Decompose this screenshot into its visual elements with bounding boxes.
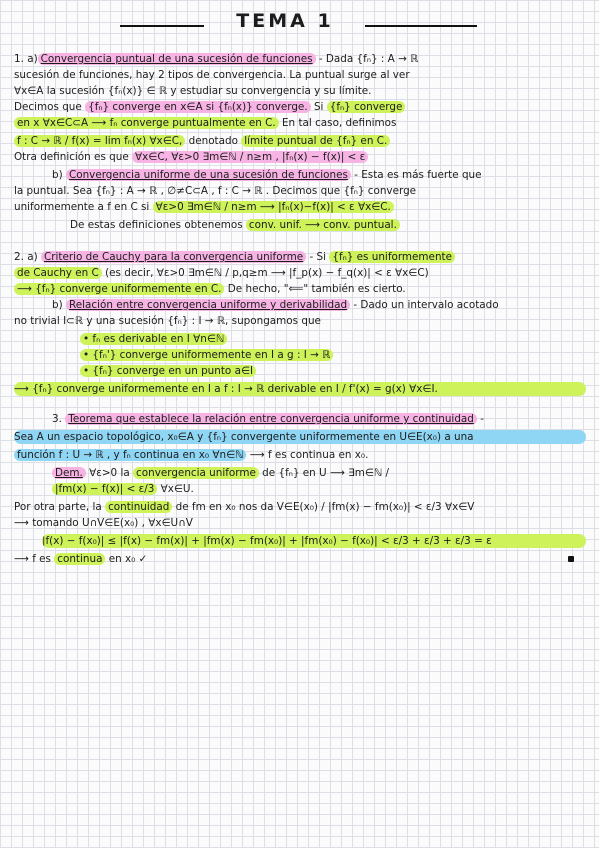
s2-line-2 [14, 266, 586, 280]
s3-text: de {fₙ} en U ⟶ ∃m∈ℕ / [258, 467, 390, 479]
s1-line-1 [14, 52, 586, 66]
s3-line-3 [14, 448, 586, 462]
s3-text: ⟶ f es continua en x₀. [246, 449, 369, 461]
s1-text: uniformemente a f en C si [14, 201, 150, 213]
s1-limit-def: f : C → ℝ / f(x) = lim fₙ(x) ∀x∈C, [14, 135, 185, 147]
s1-line-3: ∀x∈A la sucesión {fₙ(x)} ∈ ℝ y estudiar su convergencia y su límite. [14, 85, 372, 97]
s1-label-b: b) [52, 169, 63, 181]
s1-label: 1. a) [14, 53, 38, 65]
s3-highlight-green: continuidad [105, 501, 172, 513]
s2-bullet-2 [80, 348, 586, 362]
s3-text: ⟶ f es [14, 553, 51, 565]
s2-highlight-green: ⟶ {fₙ} converge uniformemente en C. [14, 283, 224, 295]
s1-line-5 [14, 116, 586, 130]
s3-line-2: Sea A un espacio topológico, x₀∈A y {fₙ} convergente uniformemente en U∈E(x₀) a una [14, 430, 586, 444]
s3-proof-label: Dem. [52, 467, 86, 479]
s3-label: 3. [52, 413, 62, 425]
s2-highlight-green: • {fₙ} converge en un punto a∈I [80, 365, 256, 377]
s3-highlight-green: continua [54, 553, 105, 565]
s1-line-8 [52, 168, 586, 182]
s1-line-2: sucesión de funciones, hay 2 tipos de convergencia. La puntual surge al ver [14, 69, 410, 81]
s1-text: Decimos que [14, 101, 82, 113]
s3-text: Por otra parte, la [14, 501, 102, 513]
s2-line-3 [14, 282, 586, 296]
s1-text: denotado [185, 135, 238, 147]
s1-text: En tal caso, definimos [278, 117, 397, 129]
title-rule-left [120, 25, 204, 27]
s2-text: - Si [306, 251, 327, 263]
s3-line-1 [52, 412, 586, 426]
s2-line-5: no trivial I⊂ℝ y una sucesión {fₙ} : I → ℝ, supongamos que [14, 315, 321, 327]
s2-bullet-1 [80, 332, 586, 346]
s1-highlight-pink: {fₙ} converge en x∈A si {fₙ(x)} converge. [85, 101, 311, 113]
s2-line-1 [14, 250, 586, 264]
s1-line-6 [14, 134, 586, 148]
s1-text: De estas definiciones obtenemos [70, 219, 243, 231]
s2-label: 2. a) [14, 251, 38, 263]
s3-line-6 [14, 500, 586, 514]
s1-heading: Convergencia puntual de una sucesión de funciones [38, 53, 316, 65]
s3-text: - [476, 413, 484, 425]
s1-text: - Esta es más fuerte que [350, 169, 482, 181]
s1-text: Si [310, 101, 324, 113]
s2-subheading: Relación entre convergencia uniforme y derivabilidad [66, 299, 350, 311]
s2-text: (es decir, ∀ε>0 ∃m∈ℕ / p,q≥m ⟶ |f_p(x) − f_q(x)| < ε ∀x∈C) [101, 267, 429, 279]
s3-line-4 [52, 466, 586, 480]
s1-line-9: la puntual. Sea {fₙ} : A → ℝ , ∅≠C⊂A , f : C → ℝ . Decimos que {fₙ} converge [14, 185, 417, 197]
s2-highlight-green: • {fₙ'} converge uniformemente en I a g : I → ℝ [80, 349, 333, 361]
s1-line-11 [70, 218, 586, 232]
s3-heading: Teorema que establece la relación entre convergencia uniforme y continuidad [65, 413, 477, 425]
s1-line-7 [14, 150, 586, 164]
s1-text: Otra definición es que [14, 151, 129, 163]
s3-line-9 [14, 552, 586, 566]
s2-heading: Criterio de Cauchy para la convergencia uniforme [41, 251, 306, 263]
s1-highlight-green: en x ∀x∈C⊂A ⟶ fₙ converge puntualmente en C. [14, 117, 279, 129]
title-block [0, 10, 599, 36]
s2-label-b: b) [52, 299, 63, 311]
s3-text: ∀ε>0 la [85, 467, 130, 479]
s1-line-4 [14, 100, 586, 114]
s1-highlight-green: límite puntual de {fₙ} en C. [241, 135, 390, 147]
s3-line-7: ⟶ tomando U∩V∈E(x₀) , ∀x∈U∩V [14, 517, 193, 529]
page-title: TEMA 1 [236, 10, 334, 32]
s1-subheading: Convergencia uniforme de una sucesión de funciones [66, 169, 351, 181]
s3-text: ∀x∈U. [157, 483, 194, 495]
s3-highlight-green: |fm(x) − f(x)| < ε/3 [52, 483, 157, 495]
s1-line-10 [14, 200, 586, 214]
s2-bullet-3 [80, 364, 586, 378]
s3-highlight-blue: función f : U → ℝ , y fₙ continua en x₀ ∀n∈ℕ [14, 449, 246, 461]
s3-text: de fm en x₀ nos da V∈E(x₀) / |fm(x) − fm(x₀)| < ε/3 ∀x∈V [172, 501, 475, 513]
s3-text: en x₀ ✓ [105, 553, 148, 565]
s2-line-4 [52, 298, 586, 312]
s2-text: De hecho, "⟸" también es cierto. [224, 283, 406, 295]
s1-line-1-tail: - Dada {fₙ} : A → ℝ [315, 53, 419, 65]
s1-highlight-green: {fₙ} converge [327, 101, 406, 113]
s1-highlight-pink: ∀x∈C, ∀ε>0 ∃m∈ℕ / n≥m , |fₙ(x) − f(x)| < ε [132, 151, 368, 163]
s2-highlight-green: {fₙ} es uniformemente [329, 251, 455, 263]
s2-conclusion: ⟶ {fₙ} converge uniformemente en I a f : I → ℝ derivable en I / f'(x) = g(x) ∀x∈I. [14, 382, 586, 396]
qed-square-icon [568, 556, 574, 562]
s2-highlight-green: • fₙ es derivable en I ∀n∈ℕ [80, 333, 227, 345]
s2-highlight-green: de Cauchy en C [14, 267, 102, 279]
s3-line-5 [52, 482, 586, 496]
s2-text: - Dado un intervalo acotado [350, 299, 499, 311]
s1-highlight-green: conv. unif. ⟶ conv. puntual. [246, 219, 400, 231]
s3-inequality: |f(x) − f(x₀)| ≤ |f(x) − fm(x)| + |fm(x) − fm(x₀)| + |fm(x₀) − f(x₀)| < ε/3 + ε/3 + ε/3 = ε [42, 534, 586, 548]
s1-highlight-green: ∀ε>0 ∃m∈ℕ / n≥m ⟶ |fₙ(x)−f(x)| < ε ∀x∈C. [153, 201, 394, 213]
s3-highlight-green: convergencia uniforme [133, 467, 259, 479]
title-rule-right [365, 25, 477, 27]
